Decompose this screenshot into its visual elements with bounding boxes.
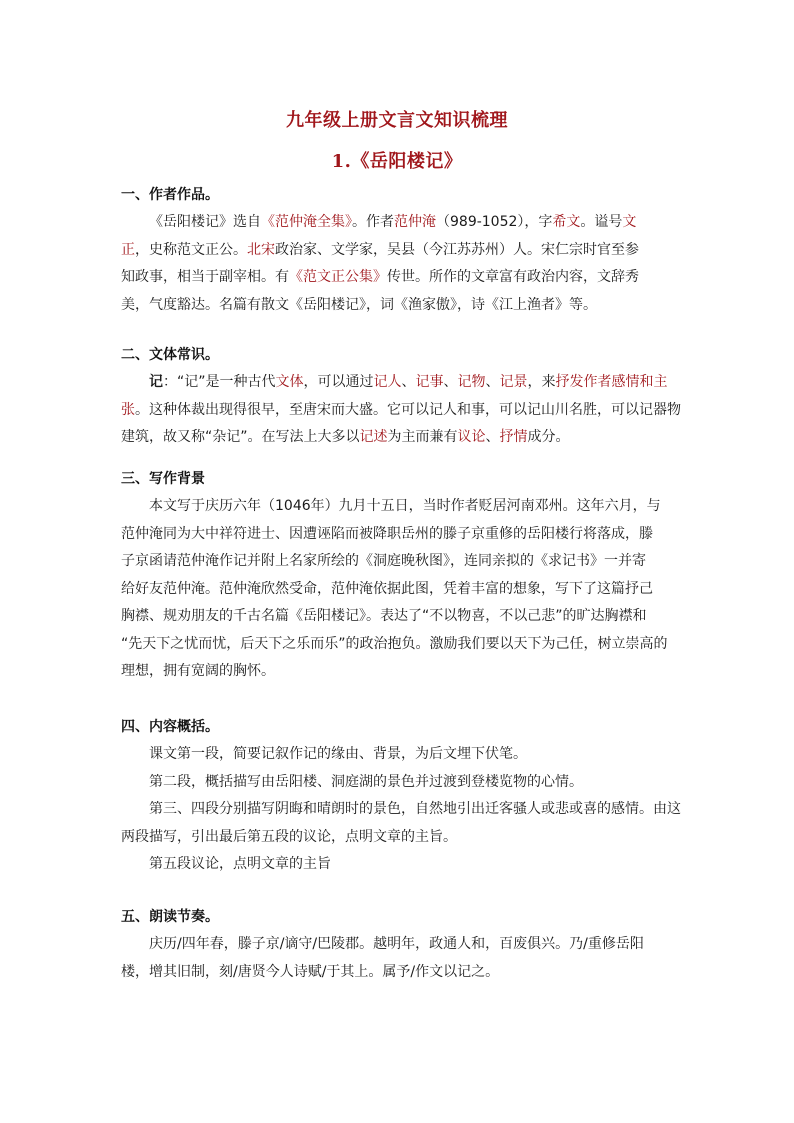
text-line: 子京函请范仲淹作记并附上名家所绘的《洞庭晚秋图》，连同亲拟的《求记书》一并寄 (121, 553, 646, 569)
section-body-rhythm (121, 931, 677, 986)
text-line: 给好友范仲淹。范仲淹欣然受命，范仲淹依据此图，凭着丰富的想象，写下了这篇抒己 (121, 580, 653, 597)
rich-line (121, 397, 681, 425)
section-heading-rhythm: 五、朗读节奏。 (121, 909, 219, 925)
text-run: （989-1052），字 (436, 214, 553, 230)
text-line: 胸襟、规劝朋友的千古名篇《岳阳楼记》。表达了“不以物喜，不以己悲”的旷达胸襟和 (121, 608, 647, 624)
highlight-text: 《范仲淹全集》 (261, 214, 352, 230)
text-run: 传世。所作的文章富有政治内容，文辞秀 (387, 269, 639, 285)
text-run: 、 (485, 374, 500, 390)
text-run: 成分。 (527, 429, 570, 445)
rich-line (121, 424, 677, 452)
text-run: 《岳阳楼记》选自 (149, 214, 261, 230)
highlight-text: 记事 (415, 374, 444, 390)
highlight-text: 抒情 (499, 429, 528, 445)
text-line: 楼，增其旧制，刻/唐贤今人诗赋/于其上。属予/作文以记之。 (121, 963, 500, 980)
document-subtitle: 1.《岳阳楼记》 (331, 151, 463, 172)
highlight-text: 记物 (457, 374, 486, 390)
section-heading-summary: 四、内容概括。 (121, 719, 219, 735)
rich-line (121, 209, 677, 237)
highlight-text: 议论 (457, 429, 486, 445)
text-run: 为主而兼有 (387, 429, 458, 445)
section-body-summary (121, 741, 681, 879)
highlight-text: 文体 (275, 374, 304, 390)
text-run: ，来 (527, 374, 556, 390)
text-line: 本文写于庆历六年（1046年）九月十五日，当时作者贬居河南邓州。这年六月，与 (149, 498, 661, 514)
rich-line (121, 264, 677, 292)
rich-line (121, 369, 677, 397)
rich-line (121, 237, 677, 265)
section-heading-genre: 二、文体常识。 (121, 347, 219, 363)
text-line: 范仲淹同为大中祥符进士、因遭诬陷而被降职岳州的滕子京重修的岳阳楼行将落成，滕 (121, 525, 653, 542)
section-heading-author: 一、作者作品。 (121, 187, 219, 203)
section-body-author (121, 209, 677, 319)
text-run: “记”是一种古代 (177, 374, 276, 390)
text-line: 第三、四段分别描写阴晦和晴朗时的景色，自然地引出迁客骚人或悲或喜的感情。由这 (149, 801, 681, 817)
text-run: 。谥号 (580, 214, 623, 230)
text-run: 。这种体裁出现得很早，至唐宋而大盛。它可以记人和事，可以记山川名胜，可以记器物 (135, 401, 681, 418)
highlight-text: 北宋 (247, 241, 275, 258)
section-body-genre (121, 369, 681, 452)
text-run: 、 (485, 429, 500, 445)
text-run: ，可以通过 (303, 374, 374, 390)
highlight-text: 正 (121, 241, 135, 258)
highlight-text: 范仲淹 (394, 214, 436, 230)
text-line: 庆历/四年春，滕子京/谪守/巴陵郡。越明年，政通人和，百废俱兴。乃/重修岳阳 (149, 936, 644, 952)
highlight-text: 记人 (373, 374, 402, 390)
text-line: 两段描写，引出最后第五段的议论，点明文章的主旨。 (121, 828, 457, 845)
highlight-text: 记景 (499, 374, 528, 390)
highlight-text: 希文 (552, 214, 581, 230)
text-run: 。作者 (352, 214, 394, 230)
text-run: ，史称范文正公。 (135, 241, 247, 258)
highlight-text: 抒发作者感情和主 (555, 374, 668, 390)
highlight-text: 记述 (359, 429, 388, 445)
text-line: 第二段，概括描写由岳阳楼、洞庭湖的景色并过渡到登楼览物的心情。 (149, 773, 583, 790)
bold-text: 记 (149, 374, 163, 390)
document-title: 九年级上册文言文知识梳理 (286, 110, 508, 131)
text-run: 美，气度豁达。名篇有散文《岳阳楼记》，词《渔家傲》，诗《江上渔者》等。 (121, 296, 597, 313)
highlight-text: 文 (622, 214, 637, 230)
text-run: 政治家、文学家，吴县（今江苏苏州）人。宋仁宗时官至参 (275, 241, 639, 258)
text-run: 、 (443, 374, 458, 390)
text-run: 、 (401, 374, 416, 390)
highlight-text: 张 (121, 401, 135, 418)
text-run: 建筑，故又称“杂记”。在写法上大多以 (121, 429, 360, 445)
text-line: 课文第一段，简要记叙作记的缘由、背景，为后文埋下伏笔。 (149, 746, 527, 762)
text-line: 第五段议论，点明文章的主旨 (149, 856, 331, 872)
section-body-background (121, 493, 677, 686)
highlight-text: 《范文正公集》 (289, 269, 387, 285)
section-heading-background: 三、写作背景 (121, 471, 205, 487)
text-run: 知政事，相当于副宰相。有 (121, 269, 289, 285)
text-line: “先天下之忧而忧，后天下之乐而乐”的政治抱负。激励我们要以天下为己任，树立崇高的 (121, 635, 668, 652)
rich-line (121, 292, 677, 320)
text-line: 理想，拥有宽阔的胸怀。 (121, 663, 275, 679)
text-run: ： (163, 374, 177, 390)
